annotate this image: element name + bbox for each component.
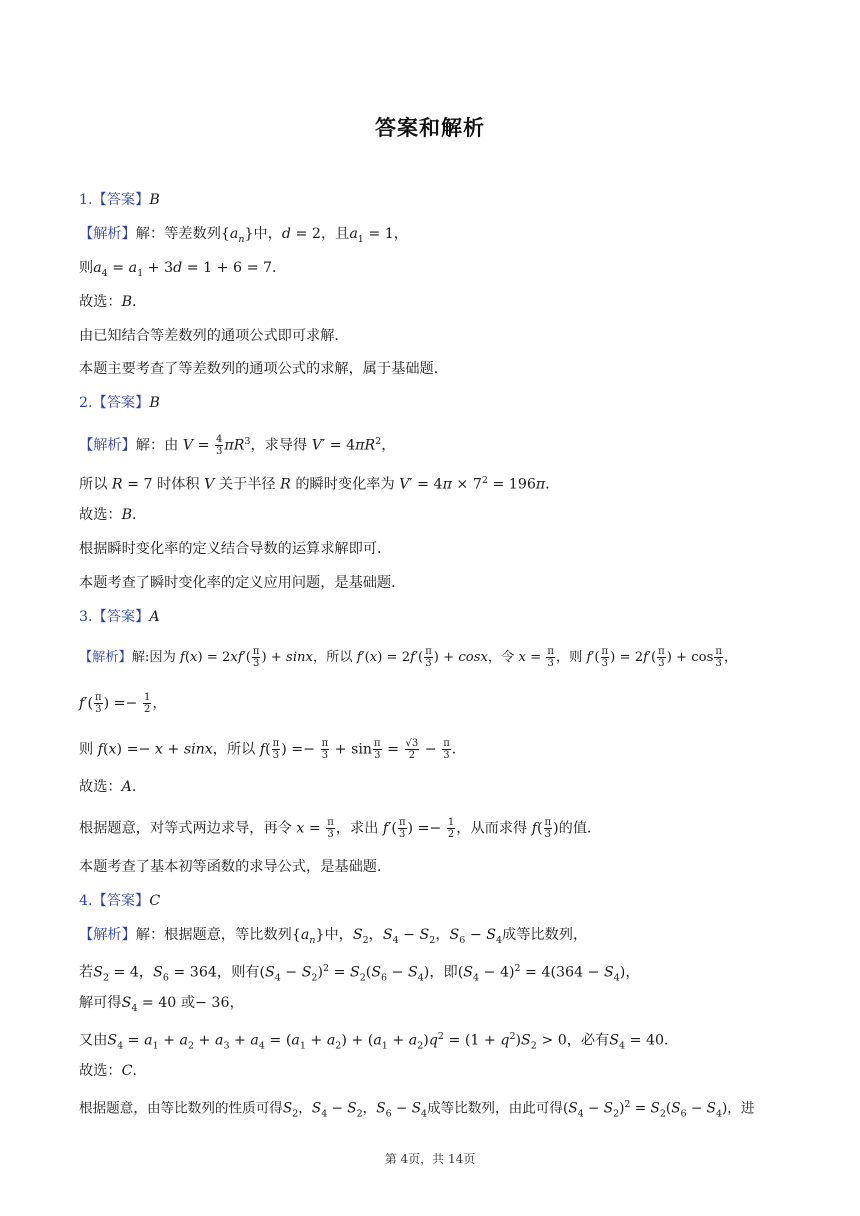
- q1-analysis-line-5: 本题主要考查了等差数列的通项公式的求解，属于基础题．: [79, 361, 448, 377]
- q1-analysis-tag: 【解析】: [79, 226, 136, 242]
- q4-analysis-line-5: 故选：C．: [79, 1063, 147, 1079]
- q4-answer-tag: 【答案】: [92, 893, 150, 909]
- q4-number: 4.: [79, 893, 93, 909]
- q3-analysis-line-2: f′( $\frac{\pi}{3}$ ) =− $\frac{1}{2}$ ，: [79, 692, 167, 715]
- page-title: 答案和解析: [375, 116, 485, 140]
- q2-analysis-line-1: 【解析】解：由 V = $\frac{4}{3}$ $\pi R^3$，求导得 $V' = 4\pi R^2$，: [79, 434, 396, 458]
- q2-analysis-tag: 【解析】: [79, 437, 136, 454]
- q4-analysis-tag: 【解析】: [79, 927, 136, 943]
- q4-analysis-line-6: 根据题意，由等比数列的性质可得$S_2$，$S_4 - S_2$，$S_6 - S_4$成等比数列，由此可得$(S_4 - S_2)^2 = S_2(S_6 - S_4)$，进: [79, 1099, 755, 1120]
- q4-analysis-line-2: 若$S_2 = 4$，$S_6 = 364$，则有$(S_4 - S_2)^2 = S_2(S_6 - S_4)$，即$(S_4 - 4)^2 = 4(364 - S_4)$，: [79, 963, 640, 984]
- q2-number: 2.: [79, 395, 93, 411]
- q1-analysis-line-4: 由已知结合等差数列的通项公式即可求解．: [79, 328, 349, 344]
- q3-answer: A: [149, 609, 160, 625]
- q2-answer: B: [149, 395, 160, 411]
- q3-analysis-line-5: 根据题意，对等式两边求导，再令 x = $\frac{\pi}{3}$ ，求出 f′( $\frac{\pi}{3}$ ) =− $\frac{1}{2}$ ，从而求得 f( $\frac{\pi}{3}$ )的值．: [79, 817, 602, 840]
- q3-answer-line: [79, 607, 160, 627]
- q2-analysis-line-3: 故选：B．: [79, 507, 147, 523]
- page-footer: 第 4页，共 14页: [384, 1152, 476, 1166]
- q1-answer-line: [79, 190, 160, 210]
- q2-analysis-line-4: 根据瞬时变化率的定义结合导数的运算求解即可．: [79, 541, 392, 557]
- q4-analysis-line-3: 解可得$S_4 = 40$ 或− 36，: [79, 995, 244, 1014]
- q3-analysis-line-4: 故选：A．: [79, 779, 147, 795]
- q3-analysis-line-6: 本题考查了基本初等函数的求导公式，是基础题．: [79, 859, 392, 875]
- q4-analysis-line-1: 【解析】解：根据题意，等比数列$\{a_n\}$中，$S_2$，$S_4 - S_2$，$S_6 - S_4$成等比数列，: [79, 927, 588, 946]
- q4-answer-line: [79, 891, 160, 911]
- q3-analysis-line-3: 则 f(x) =− x + sinx，所以 f( $\frac{\pi}{3}$ ) =− $\frac{\pi}{3}$ + sin $\frac{\pi}{3}$ = $\frac{√3}{2}$ − $\frac{\pi}{3}$ ．: [79, 738, 466, 761]
- q3-analysis-line-1: 【解析】解:因为 f(x) = 2xf′( $\frac{\pi}{3}$ ) + sinx，所以 f′(x) = 2f′( $\frac{\pi}{3}$ ) + cosx，令 x = $\frac{\pi}{3}$ ，则 f′( $\frac{\pi}{3}$ ) = 2f′( $\frac{\pi}{3}$ ) + cos $\frac{\pi}{3}$ ，: [79, 646, 738, 669]
- q2-answer-line: [79, 393, 160, 413]
- q3-number: 3.: [79, 609, 93, 625]
- q1-number: 1.: [79, 192, 93, 208]
- q1-analysis-line-2: 则$a_4 = a_1 + 3d = 1 + 6 = 7$．: [79, 260, 287, 279]
- q1-analysis-line-1: 【解析】解：等差数列$\{a_n\}$中，d = 2，且$a_1 = 1$，: [79, 226, 408, 245]
- q1-answer-tag: 【答案】: [92, 192, 150, 208]
- q3-answer-tag: 【答案】: [92, 609, 150, 625]
- q2-answer-tag: 【答案】: [92, 395, 150, 411]
- q1-answer: B: [149, 192, 160, 208]
- q1-analysis-line-3: 故选：B．: [79, 294, 147, 310]
- q4-analysis-line-4: 又由$S_4 = a_1 + a_2 + a_3 + a_4 = (a_1 + a_2) + (a_1 + a_2)q^2 = (1 + q^2)S_2 > 0$，必有$S_4 = 40$．: [79, 1031, 679, 1052]
- q2-analysis-line-5: 本题考查了瞬时变化率的定义应用问题，是基础题．: [79, 575, 406, 591]
- q2-analysis-line-2: 所以 R = 7 时体积 V 关于半径 R 的瞬时变化率为 $V' = 4\pi \times 7^2 = 196\pi$．: [79, 475, 560, 493]
- q3-analysis-tag: 【解析】: [79, 650, 132, 665]
- q4-answer: C: [149, 893, 161, 909]
